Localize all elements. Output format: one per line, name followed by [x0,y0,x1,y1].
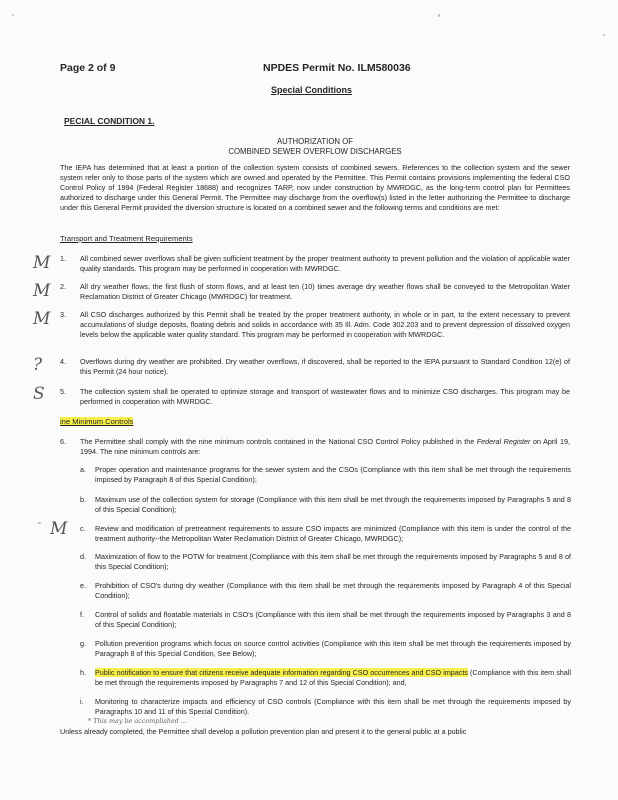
control-a-text: Proper operation and maintenance programs for the sewer system and the CSOs (Compliance with this item shall be met through the requirements imposed by Paragraph 8 of this Special Condition); [95,465,571,484]
page-title: Special Conditions [271,85,353,95]
control-b-letter: b. [80,495,86,504]
item-6-text-b: on April 19, 1994. The nine minimum controls are: [80,437,570,456]
item-3-text: All CSO discharges authorized by this Permit shall be treated by the proper treatment authority, in whole or in part, to the extent necessary to prevent accumulations of sludge deposits, floating debris and solids in accordance with 35 Ill. Adm. Code 302.203 and to prevent depression of dissolved oxygen levels below the applicable water quality standard. This program may be performed in cooperation with MWRDGC. [80,310,570,339]
control-d-text: Maximization of flow to the POTW for treatment (Compliance with this item shall be met through the requirements imposed by Paragraphs 5 and 8 of this Special Condition); [95,552,571,571]
margin-mark-4: ? [33,355,43,375]
item-6-number: 6. [60,437,66,446]
control-a-letter: a. [80,465,86,474]
margin-mark-5: S [33,384,45,404]
item-3-number: 3. [60,310,66,319]
margin-mark-6: M [50,519,68,539]
control-g-text: Pollution prevention programs which focus on source control activities (Compliance with this item shall be met through the requirements imposed by Paragraph 8 of this Special Condition, See Below); [95,639,571,658]
control-c-letter: c. [80,524,86,533]
closing-paragraph: Unless already completed, the Permittee shall develop a pollution prevention plan and present it to the general public at a public [60,727,467,736]
item-1-number: 1. [60,254,66,263]
item-2-number: 2. [60,282,66,291]
control-c-text: Review and modification of pretreatment requirements to assure CSO impacts are minimized (Compliance with this item is under the control of the treatment authority--the Metropolitan Water Reclamation District of Greater Chicago, MWRDGC); [95,524,571,543]
control-f-text: Control of solids and floatable materials in CSO's (Compliance with this item shall be met through the requirements imposed by Paragraphs 3 and 8 of this Special Condition); [95,610,571,629]
margin-mark-1: M [33,253,51,273]
item-6-text-a: The Permittee shall comply with the nine minimum controls contained in the National CSO Control Policy published in the [80,437,477,446]
permit-number: NPDES Permit No. ILM580036 [263,62,411,74]
margin-mark-2: M [33,281,51,301]
minimum-controls-title-text: ine Minimum Controls [60,417,134,426]
condition-label: PECIAL CONDITION 1. [64,116,155,126]
handwritten-note: * This may be accomplished ... [88,717,187,725]
control-h-letter: h. [80,668,86,677]
control-g-letter: g. [80,639,86,648]
item-1-text: All combined sewer overflows shall be given sufficient treatment by the proper treatment authority to prevent pollution and the violation of applicable water quality standards. This program may be performed in cooperation with MWRDGC. [80,254,570,273]
item-6-federal-register: Federal Register [476,437,531,446]
control-i-text: Monitoring to characterize impacts and efficiency of CSO controls (Compliance with this item shall be met through the requirements imposed by Paragraphs 10 and 11 of this Special Condition). [95,697,571,716]
item-6-text [80,437,570,457]
item-4-text: Overflows during dry weather are prohibited. Dry weather overflows, if discovered, shall be reported to the IEPA pursuant to Standard Condition 12(e) of this Permit (24 hour notice). [80,357,570,376]
authorization-line1: AUTHORIZATION OF [276,137,354,146]
control-f-letter: f. [80,610,84,619]
control-h-rest: (Compliance with this item shall be met through the requirements imposed by Paragraphs 7 and 12 of this Special Condition); and, [95,668,571,687]
control-e-letter: e. [80,581,86,590]
section-minimum-controls-title [60,417,133,426]
control-i-letter: i. [80,697,84,706]
control-e-text: Prohibition of CSO's during dry weather (Compliance with this item shall be met through the requirements imposed by Paragraph 4 of this Special Condition); [95,581,571,600]
page-number: Page 2 of 9 [60,62,116,74]
item-2-text: All dry weather flows, the first flush of storm flows, and at least ten (10) times average dry weather flows shall be conveyed to the Metropolitan Water Reclamation District of Greater Chicago (MWRDGC) for treatment. [80,282,570,301]
control-h-text [95,668,571,688]
item-4-number: 4. [60,357,66,366]
control-b-text: Maximum use of the collection system for storage (Compliance with this item shall be met through the requirements imposed by Paragraphs 5 and 8 of this Special Condition); [95,495,571,514]
margin-mark-3: M [33,309,51,329]
authorization-heading [150,137,480,157]
control-d-letter: d. [80,552,86,561]
authorization-line2: COMBINED SEWER OVERFLOW DISCHARGES [228,147,402,156]
item-5-text: The collection system shall be operated to optimize storage and transport of wastewater flows and to minimize CSO discharges. This program may be performed in cooperation with MWRDGC. [80,387,570,406]
section-transport-title: Transport and Treatment Requirements [60,234,193,243]
intro-paragraph: The IEPA has determined that at least a portion of the collection system consists of combined sewers. References to the collection system and the sewer system refer only to those parts of the system which are owned and operated by the Permittee. This Permit contains provisions implementing the federal CSO Control Policy of 1994 (Federal Register 18688) and recognizes TARP, now under construction by MWRDGC, as the long-term control plan for Permittees authorized to discharge under this General Permit. The Permittee may discharge from the overflow(s) listed in the letter authorizing the Permittee to discharge under this General Permit provided the diversion structure is located on a combined sewer and the following terms and conditions are met: [60,163,570,212]
control-h-highlight: Public notification to ensure that citizens receive adequate information regarding CSO occurrences and CSO impacts [95,668,468,677]
item-5-number: 5. [60,387,66,396]
